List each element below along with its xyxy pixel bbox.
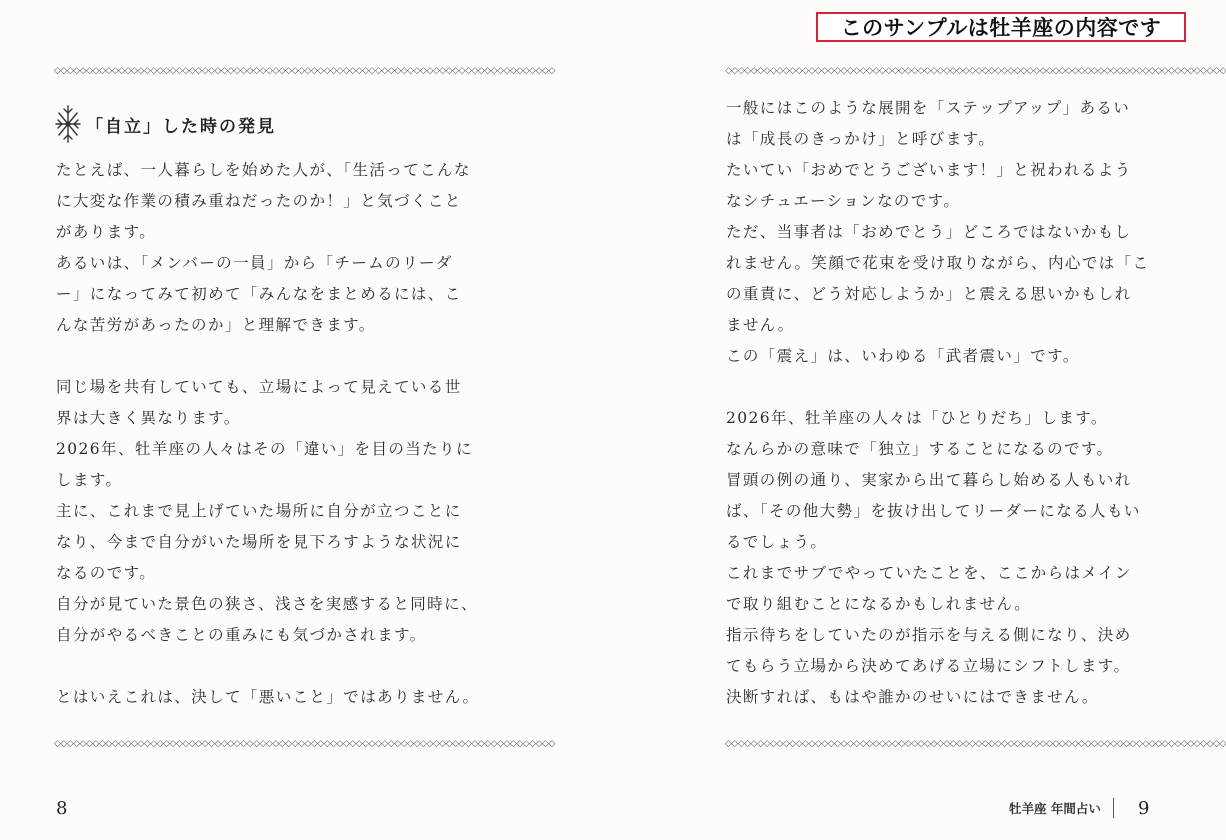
text-line: の重責に、どう対応しようか」と震える思いかもしれ	[726, 285, 1132, 303]
text-line: 2026年、牡羊座の人々は「ひとりだち」します。	[726, 409, 1108, 427]
running-head-text: 牡羊座 年間占い	[1009, 801, 1101, 816]
text-line: 決断すれば、もはや誰かのせいにはできません。	[726, 688, 1099, 706]
left-body-text	[56, 155, 486, 713]
text-line: この「震え」は、いわゆる「武者震い」です。	[726, 347, 1080, 365]
right-page	[600, 0, 1226, 840]
paragraph-break	[56, 651, 486, 682]
section-heading	[54, 104, 276, 144]
text-line: 指示待ちをしていたのが指示を与える側になり、決め	[726, 626, 1132, 644]
text-line: てもらう立場から決めてあげる立場にシフトします。	[726, 657, 1131, 675]
ornament-rule-top: ◇◇◇◇◇◇◇◇◇◇◇◇◇◇◇◇◇◇◇◇◇◇◇◇◇◇◇◇◇◇◇◇◇◇◇◇◇◇◇◇◇◇◇◇◇◇◇◇◇◇◇◇◇◇◇◇◇◇◇◇◇◇◇◇◇◇◇◇◇◇◇◇◇◇◇◇◇◇	[725, 66, 1226, 76]
text-line: んな苦労があったのか」と理解できます。	[56, 316, 376, 334]
text-line: なり、今まで自分がいた場所を見下ろすような状況に	[56, 533, 462, 551]
running-head-divider	[1113, 798, 1114, 818]
running-head	[1009, 798, 1114, 818]
text-line: なんらかの意味で「独立」することになるのです。	[726, 440, 1114, 458]
text-line: します。	[56, 471, 123, 489]
text-line: ません。	[726, 316, 795, 334]
sample-notice-banner: このサンプルは牡羊座の内容です	[816, 12, 1186, 42]
text-line: ただ、当事者は「おめでとう」どころではないかもし	[726, 223, 1132, 241]
text-line: 冒頭の例の通り、実家から出て暮らし始める人もいれ	[726, 471, 1132, 489]
right-body-text	[726, 93, 1156, 713]
page-number: 9	[1138, 798, 1150, 819]
text-line: 一般にはこのような展開を「ステップアップ」あるい	[726, 99, 1131, 117]
left-page	[0, 0, 600, 840]
paragraph-break	[56, 341, 486, 372]
text-line: るでしょう。	[726, 533, 828, 551]
text-line: たとえば、一人暮らしを始めた人が、「生活ってこんな	[56, 161, 471, 179]
text-line: なシチュエーションなのです。	[726, 192, 961, 210]
text-line: 界は大きく異なります。	[56, 409, 241, 427]
text-line: 同じ場を共有していても、立場によって見えている世	[56, 378, 462, 396]
page-number: 8	[56, 798, 68, 819]
ornament-rule-top: ◇◇◇◇◇◇◇◇◇◇◇◇◇◇◇◇◇◇◇◇◇◇◇◇◇◇◇◇◇◇◇◇◇◇◇◇◇◇◇◇◇◇◇◇◇◇◇◇◇◇◇◇◇◇◇◇◇◇◇◇◇◇◇◇◇◇◇◇◇◇◇◇◇◇◇◇◇◇	[54, 66, 555, 76]
ornament-rule-bottom: ◇◇◇◇◇◇◇◇◇◇◇◇◇◇◇◇◇◇◇◇◇◇◇◇◇◇◇◇◇◇◇◇◇◇◇◇◇◇◇◇◇◇◇◇◇◇◇◇◇◇◇◇◇◇◇◇◇◇◇◇◇◇◇◇◇◇◇◇◇◇◇◇◇◇◇◇◇◇	[54, 739, 555, 749]
text-line: これまでサブでやっていたことを、ここからはメイン	[726, 564, 1132, 582]
text-line: たいてい「おめでとうございます！」と祝われるよう	[726, 161, 1132, 179]
text-line: れません。笑顔で花束を受け取りながら、内心では「こ	[726, 254, 1150, 272]
text-line: 自分がやるべきことの重みにも気づかされます。	[56, 626, 427, 644]
snowflake-flourish-icon	[54, 104, 82, 144]
text-line: ー」になってみて初めて「みんなをまとめるには、こ	[56, 285, 462, 303]
text-line: 主に、これまで見上げていた場所に自分が立つことに	[56, 502, 462, 520]
ornament-rule-bottom: ◇◇◇◇◇◇◇◇◇◇◇◇◇◇◇◇◇◇◇◇◇◇◇◇◇◇◇◇◇◇◇◇◇◇◇◇◇◇◇◇◇◇◇◇◇◇◇◇◇◇◇◇◇◇◇◇◇◇◇◇◇◇◇◇◇◇◇◇◇◇◇◇◇◇◇◇◇◇	[725, 739, 1226, 749]
text-line: に大変な作業の積み重ねだったのか！」と気づくこと	[56, 192, 462, 210]
text-line: があります。	[56, 223, 157, 241]
text-line: なるのです。	[56, 564, 157, 582]
text-line: 自分が見ていた景色の狭さ、浅さを実感すると同時に、	[56, 595, 478, 613]
paragraph-break	[726, 372, 1156, 403]
text-line: とはいえこれは、決して「悪いこと」ではありません。	[56, 688, 480, 706]
text-line: で取り組むことになるかもしれません。	[726, 595, 1032, 613]
text-line: ば、「その他大勢」を抜け出してリーダーになる人もい	[726, 502, 1141, 520]
text-line: 2026年、牡羊座の人々はその「違い」を目の当たりに	[56, 440, 473, 458]
text-line: は「成長のきっかけ」と呼びます。	[726, 130, 996, 148]
section-heading-text: 「自立」した時の発見	[86, 116, 276, 137]
text-line: あるいは、「メンバーの一員」から「チームのリーダ	[56, 254, 453, 272]
